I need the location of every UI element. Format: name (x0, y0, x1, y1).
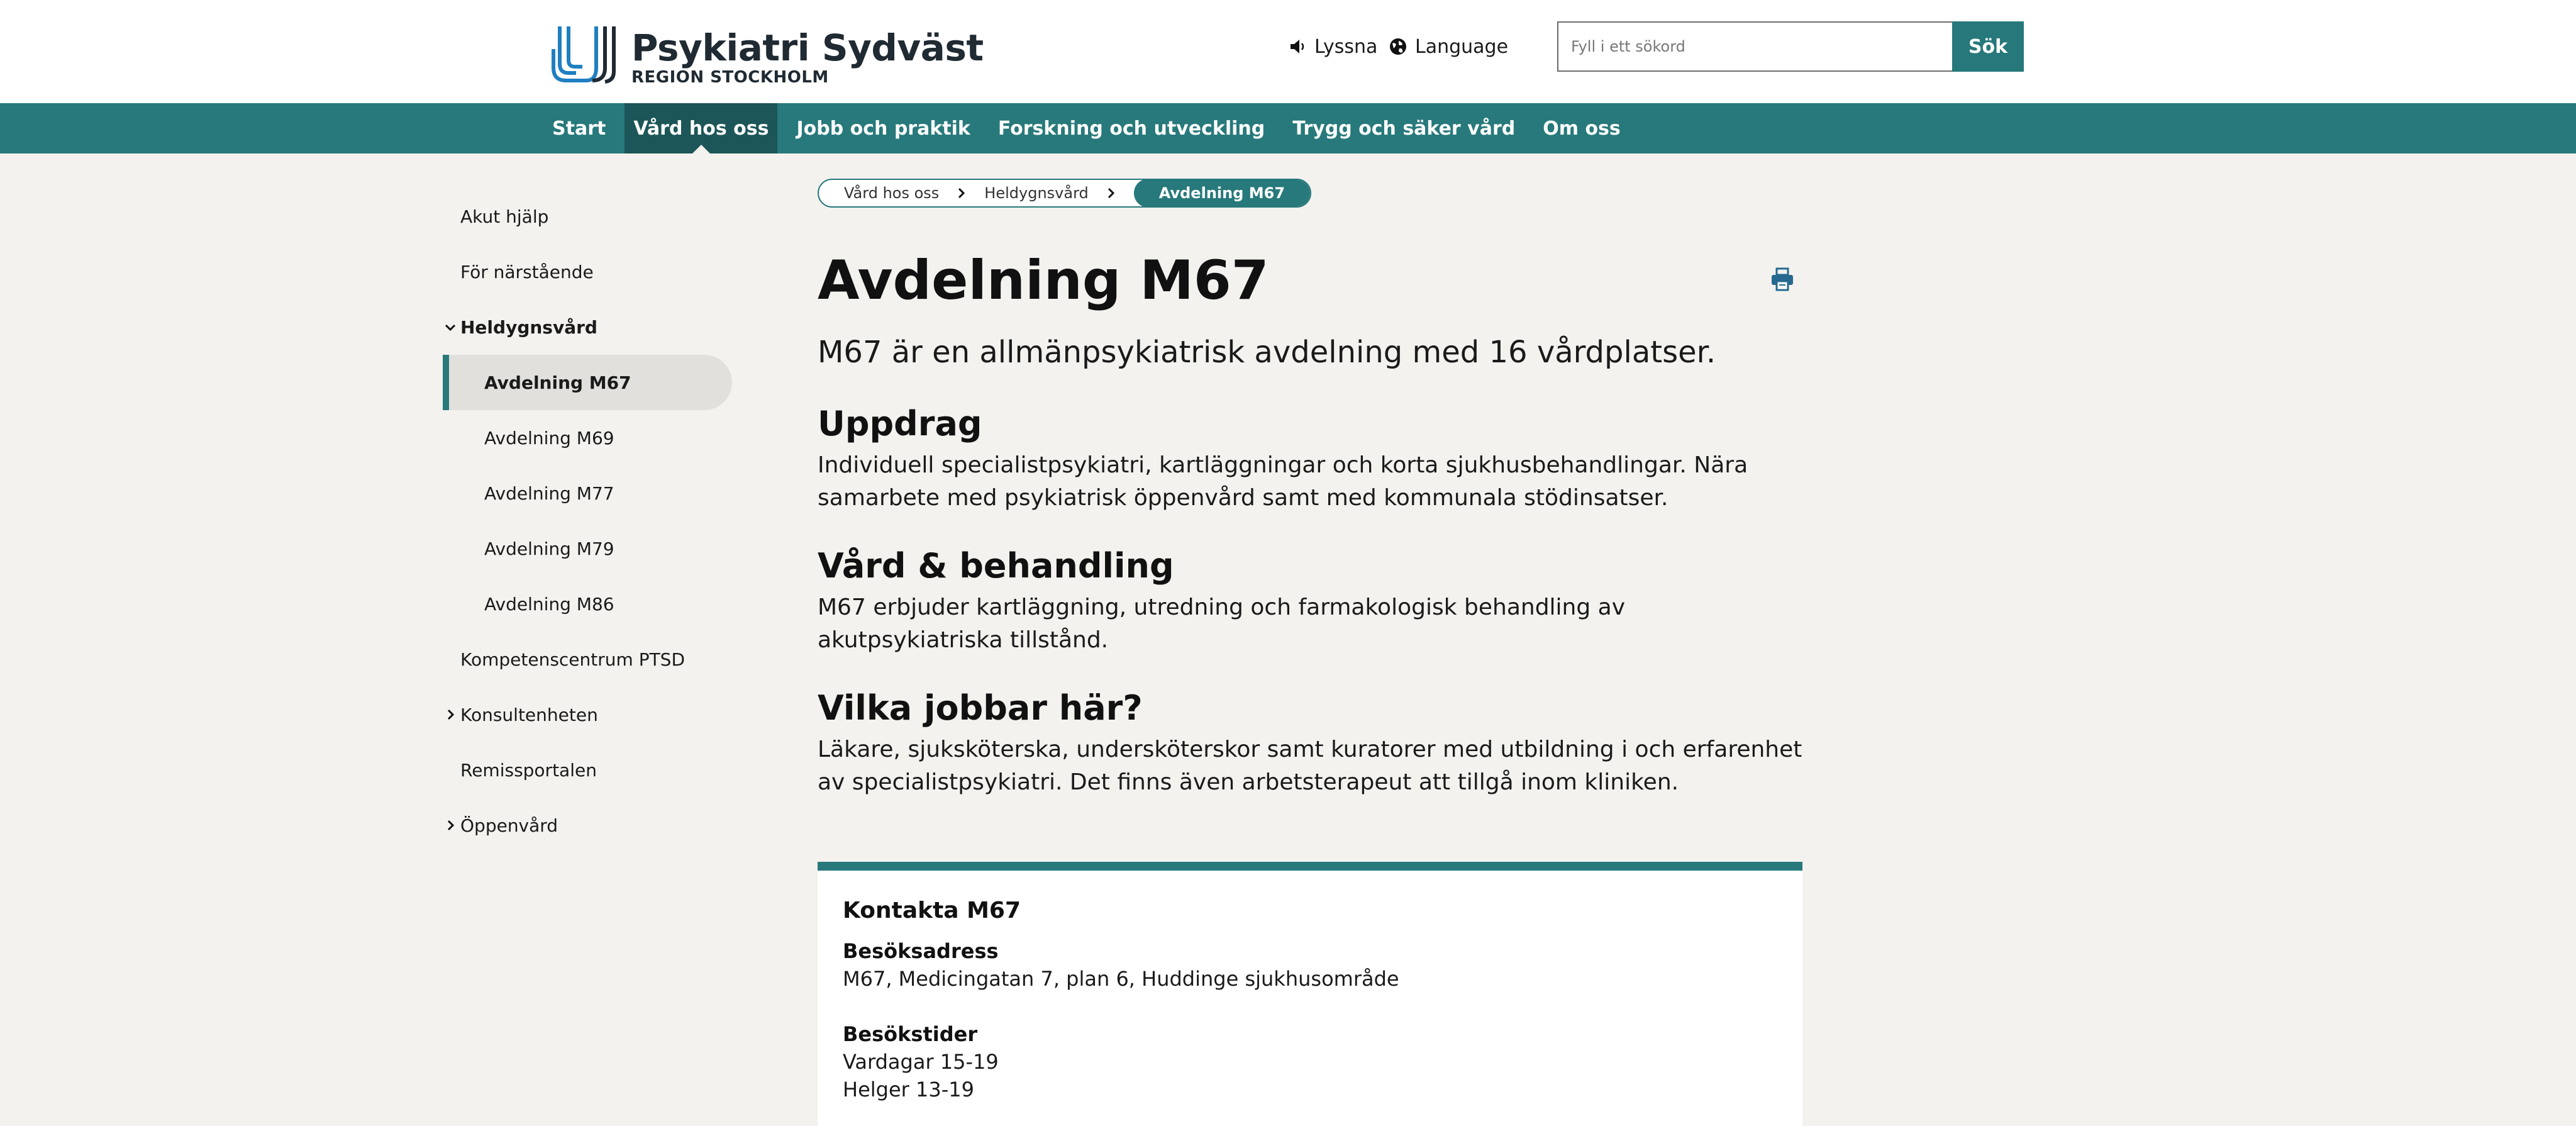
globe-icon (1389, 37, 1407, 56)
section-vilka-jobbar-har (818, 687, 1802, 799)
sidebar-item-label: Avdelning M77 (484, 482, 614, 504)
language-button[interactable] (1389, 34, 1508, 59)
sidebar-item-heldygnsvard[interactable] (443, 299, 732, 355)
sidebar-item-label: För närstående (460, 261, 594, 282)
chevron-right-icon (1106, 187, 1116, 199)
site-logo[interactable] (551, 24, 984, 87)
chevron-right-icon (957, 187, 967, 199)
sidebar-item-label: Öppenvård (460, 815, 558, 836)
sidebar-item-label: Avdelning M69 (484, 427, 614, 449)
sidebar-item-label: Konsultenheten (460, 704, 598, 725)
page-title: Avdelning M67 (818, 249, 1269, 312)
contact-title: Kontakta M67 (843, 898, 1021, 923)
section-heading: Vård & behandling (818, 546, 1174, 586)
section-text: Läkare, sjuksköterska, undersköterskor samt kuratorer med utbildning i och erfarenhet av specialistpsykiatri. Det finns även arbetsterapeut att tillgå inom kliniken. (818, 737, 1802, 795)
site-header (0, 0, 2576, 103)
breadcrumb-label: Heldygnsvård (984, 184, 1089, 202)
logo-title: Psykiatri Sydväst (631, 26, 984, 69)
chevron-right-icon (443, 707, 458, 722)
sidebar-item-label: Avdelning M86 (484, 593, 614, 615)
sidebar-item-label: Kompetenscentrum PTSD (460, 649, 686, 670)
contact-box (818, 862, 1802, 1126)
nav-item-start[interactable]: Start (552, 117, 606, 140)
sidebar-item-konsultenheten[interactable] (443, 687, 732, 742)
sidebar-item-avdelning-m77[interactable] (443, 465, 732, 521)
sidebar-item-avdelning-m67[interactable] (443, 355, 732, 410)
sidebar-nav (443, 189, 732, 853)
sidebar-item-label: Heldygnsvård (460, 316, 597, 338)
visiting-hours-weekends: Helger 13-19 (843, 1078, 974, 1101)
section-uppdrag (818, 403, 1802, 515)
breadcrumb-item-vard-hos-oss[interactable] (819, 179, 984, 208)
search-button[interactable]: Sök (1952, 21, 2024, 72)
language-label: Language (1415, 35, 1509, 58)
sidebar-item-avdelning-m86[interactable] (443, 576, 732, 632)
nav-item-om-oss[interactable]: Om oss (1543, 117, 1621, 140)
section-heading: Uppdrag (818, 404, 982, 443)
sidebar-item-avdelning-m69[interactable] (443, 410, 732, 465)
sidebar-item-label: Akut hjälp (460, 206, 549, 227)
main-nav (0, 103, 2576, 153)
section-vard-behandling (818, 545, 1802, 657)
sidebar-item-label: Avdelning M67 (484, 372, 631, 393)
sidebar-item-label: Remissportalen (460, 759, 597, 781)
sidebar-item-avdelning-m79[interactable] (443, 521, 732, 576)
lead-text: M67 är en allmänpsykiatrisk avdelning med 16 vårdplatser. (818, 335, 1716, 370)
visiting-hours-weekdays: Vardagar 15-19 (843, 1050, 999, 1074)
nav-item-jobb-och-praktik[interactable]: Jobb och praktik (796, 117, 970, 140)
nav-item-forskning-och-utveckling[interactable]: Forskning och utveckling (997, 117, 1265, 140)
section-heading: Vilka jobbar här? (818, 688, 1143, 728)
sidebar-item-remissportalen[interactable] (443, 742, 732, 798)
breadcrumb-label: Vård hos oss (844, 184, 940, 202)
logo-mark-icon (551, 24, 621, 84)
nav-item-vard-hos-oss[interactable]: Vård hos oss (625, 103, 777, 153)
breadcrumb-item-current: Avdelning M67 (1134, 179, 1310, 208)
listen-label: Lyssna (1314, 35, 1378, 58)
sidebar-item-kompetenscentrum-ptsd[interactable] (443, 632, 732, 687)
print-icon[interactable] (1770, 267, 1795, 292)
search-input[interactable] (1557, 21, 1952, 72)
chevron-down-icon (443, 320, 458, 335)
address-label: Besöksadress (843, 939, 999, 963)
sidebar-item-for-narstaende[interactable] (443, 244, 732, 299)
listen-button[interactable] (1288, 34, 1377, 59)
sidebar-item-oppenvard[interactable] (443, 798, 732, 853)
breadcrumb (818, 179, 1311, 208)
nav-item-trygg-och-saker-vard[interactable]: Trygg och säker vård (1292, 117, 1516, 140)
sidebar-item-label: Avdelning M79 (484, 538, 614, 559)
visiting-hours-label: Besökstider (843, 1022, 978, 1046)
sidebar-item-akut-hjalp[interactable] (443, 189, 732, 244)
address-value: M67, Medicingatan 7, plan 6, Huddinge sjukhusområde (843, 967, 1399, 991)
speaker-icon (1288, 37, 1307, 56)
main-content (818, 179, 1802, 799)
section-text: Individuell specialistpsykiatri, kartläggningar och korta sjukhusbehandlingar. Nära samarbete med psykiatrisk öppenvård samt med kommunala stödinsatser. (818, 452, 1748, 511)
section-text: M67 erbjuder kartläggning, utredning och farmakologisk behandling av akutpsykiatriska tillstånd. (818, 594, 1626, 653)
breadcrumb-item-heldygnsvard[interactable] (984, 179, 1133, 208)
chevron-right-icon (443, 818, 458, 833)
logo-subtitle: REGION STOCKHOLM (631, 68, 829, 87)
search-form (1557, 21, 2024, 72)
